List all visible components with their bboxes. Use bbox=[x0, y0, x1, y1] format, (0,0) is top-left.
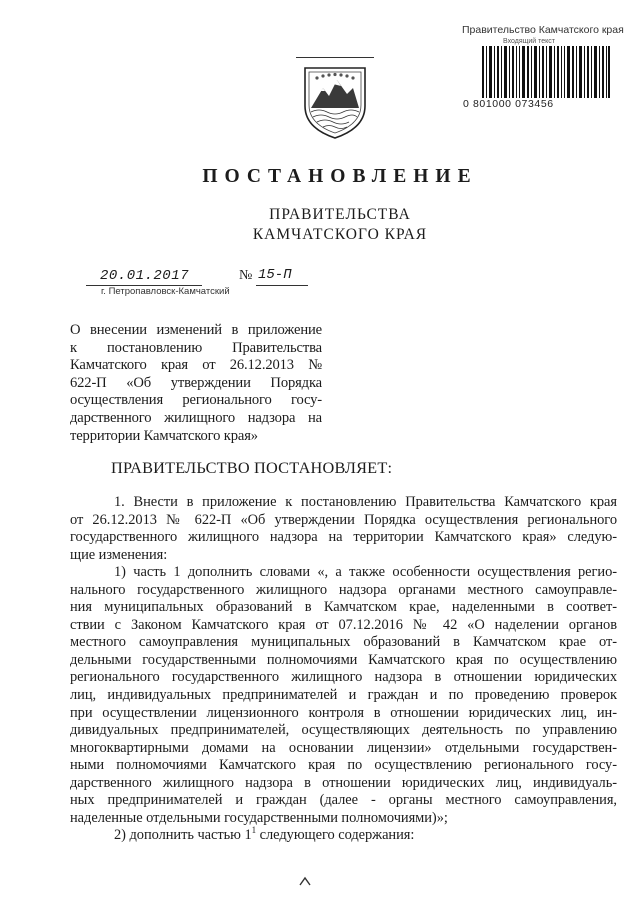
body-line: ния муниципальных образований в Камчатском крае, наделенными в соответ- bbox=[70, 599, 617, 616]
number-sign: № bbox=[239, 268, 253, 283]
barcode-icon bbox=[482, 46, 610, 98]
body-line: следующего содержания: bbox=[259, 827, 415, 844]
stamp-org: Правительство Камчатского края bbox=[462, 24, 624, 36]
body-line: ствии с Законом Камчатского края от 07.12.2016 № 42 «О наделении органов bbox=[70, 616, 617, 633]
kamchatka-coat-of-arms-icon bbox=[297, 62, 373, 142]
subject-line: к постановлению Правительства bbox=[70, 339, 322, 356]
superscript: 1 bbox=[251, 825, 257, 836]
body-line: 1. Внести в приложение к постановлению Правительства Камчатского края bbox=[114, 494, 617, 510]
body-line: от 26.12.2013 № 622-П «Об утверждении Порядка осуществления регионального bbox=[70, 511, 617, 528]
body-line: щие изменения: bbox=[70, 546, 168, 563]
government-line-2: КАМЧАТСКОГО КРАЯ bbox=[252, 226, 428, 243]
document-number: 15-П bbox=[258, 267, 292, 283]
document-date: 20.01.2017 bbox=[100, 268, 190, 284]
body-line: дельными государственными полномочиями Камчатского края по осуществлению bbox=[70, 651, 617, 668]
barcode-digits: 0 801000 073456 bbox=[463, 98, 554, 110]
subject-line: О внесении изменений в приложение bbox=[70, 322, 322, 338]
body-line: ных предпринимателей и граждан (далее - органы местного самоуправления, bbox=[70, 792, 617, 809]
government-line-1: ПРАВИТЕЛЬСТВА bbox=[269, 206, 411, 223]
body-line: ными полномочиями Камчатского края по осуществлению регионального госу- bbox=[70, 757, 617, 774]
body-line: 2) дополнить частью 1 bbox=[114, 827, 252, 844]
body-line: нального государственного жилищного надзора органами местного самоуправле- bbox=[70, 581, 617, 598]
number-underline bbox=[256, 285, 308, 286]
body-line: 1) часть 1 дополнить словами «, а также особенности осуществления регио- bbox=[114, 564, 617, 581]
document-title: ПОСТАНОВЛЕНИЕ bbox=[202, 166, 478, 187]
body-line: государственного жилищного надзора на территории Камчатского края» следую- bbox=[70, 529, 617, 546]
page-mark-icon bbox=[297, 875, 313, 889]
emblem-rule bbox=[296, 57, 374, 58]
body-line: лиц, индивидуальных предпринимателей и граждан и по проведению проверок bbox=[70, 687, 617, 704]
body-line: наделенные отдельными государственными полномочиями)»; bbox=[70, 809, 448, 826]
body-line: регионального государственного жилищного надзора в отношении юридических bbox=[70, 669, 617, 686]
body-line: многоквартирными домами на основании лицензии» отдельными государствен- bbox=[70, 739, 617, 756]
subject-line: осуществления регионального госу- bbox=[70, 392, 322, 409]
stamp-sub: Входящий текст bbox=[503, 38, 556, 45]
decree-heading: ПРАВИТЕЛЬСТВО ПОСТАНОВЛЯЕТ: bbox=[111, 458, 393, 477]
city-label: г. Петропавловск-Камчатский bbox=[101, 286, 230, 297]
body-line: дивидуальных предпринимателей, осуществляющих деятельность по управлению bbox=[70, 722, 617, 739]
subject-block bbox=[70, 322, 322, 445]
body-line: при осуществлении лицензионного контроля в отношении юридических лиц, ин- bbox=[70, 704, 617, 721]
body-line: дарственного жилищного надзора в отношении юридических лиц, индивидуаль- bbox=[70, 774, 617, 791]
subject-line: территории Камчатского края» bbox=[70, 427, 258, 444]
subject-line: Камчатского края от 26.12.2013 № bbox=[70, 357, 322, 374]
subject-line: 622-П «Об утверждении Порядка bbox=[70, 374, 322, 391]
body-line: местного самоуправления муниципальных образований в Камчатском крае от- bbox=[70, 634, 617, 651]
body-line-part-2 bbox=[70, 827, 617, 845]
subject-line: дарственного жилищного надзора на bbox=[70, 409, 322, 426]
body-text bbox=[70, 494, 617, 845]
